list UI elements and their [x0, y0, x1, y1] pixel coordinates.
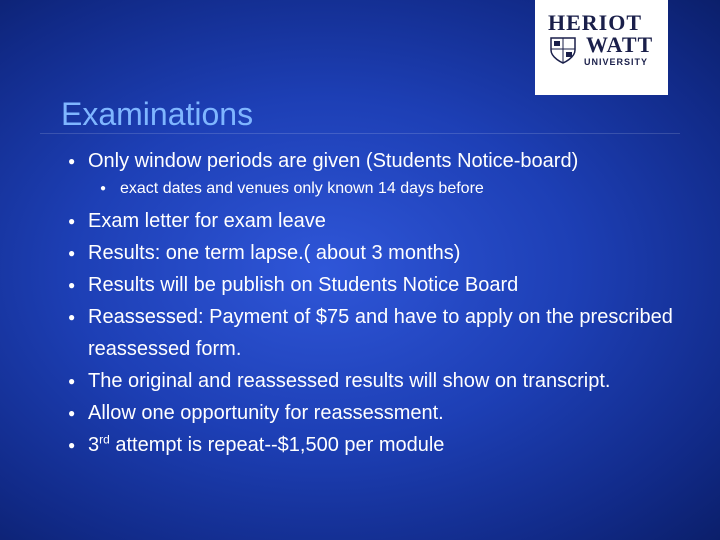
- logo-text-watt: WATT: [586, 32, 654, 57]
- bullet-item: [68, 205, 688, 237]
- bullet-text: The original and reassessed results will show on transcript.: [88, 370, 611, 392]
- bullet-dot-icon: ●: [68, 374, 76, 388]
- bullet-dot-icon: ●: [68, 406, 76, 420]
- bullet-dot-icon: ●: [100, 183, 107, 194]
- bullet-dot-icon: ●: [68, 278, 76, 292]
- bullet-dot-icon: ●: [68, 310, 76, 324]
- bullet-text: Exam letter for exam leave: [88, 210, 326, 232]
- crest-icon: [549, 36, 577, 64]
- bullet-text: Reassessed: Payment of $75 and have to apply on the prescribed reassessed form.: [88, 306, 673, 360]
- bullet-item: [68, 301, 688, 365]
- bullet-dot-icon: ●: [68, 214, 76, 228]
- bullet-dot-icon: ●: [68, 154, 76, 168]
- slide-title: Examinations: [61, 96, 254, 132]
- ordinal-suffix: rd: [99, 432, 110, 447]
- bullet-text: Allow one opportunity for reassessment.: [88, 402, 444, 424]
- bullet-dot-icon: ●: [68, 438, 76, 452]
- bullet-item: [68, 397, 688, 429]
- sub-bullet-item: [68, 177, 688, 201]
- bullet-item: [68, 365, 688, 397]
- bullet-item: [68, 145, 688, 177]
- bullet-item: [68, 269, 688, 301]
- bullet-number: 3: [88, 434, 100, 456]
- bullet-dot-icon: ●: [68, 246, 76, 260]
- bullet-item: [68, 429, 688, 461]
- bullet-list: [68, 145, 688, 461]
- bullet-item: [68, 237, 688, 269]
- sub-bullet-text: exact dates and venues only known 14 days before: [120, 180, 484, 197]
- bullet-text: Results will be publish on Students Notice Board: [88, 274, 519, 296]
- bullet-text: Only window periods are given (Students Notice-board): [88, 150, 579, 172]
- bullet-text: attempt is repeat--$1,500 per module: [109, 434, 445, 456]
- bullet-text: Results: one term lapse.( about 3 months): [88, 242, 461, 264]
- logo-text-heriot: HERIOT: [548, 10, 643, 35]
- logo-text-university: UNIVERSITY: [584, 57, 649, 67]
- title-divider: [40, 133, 680, 134]
